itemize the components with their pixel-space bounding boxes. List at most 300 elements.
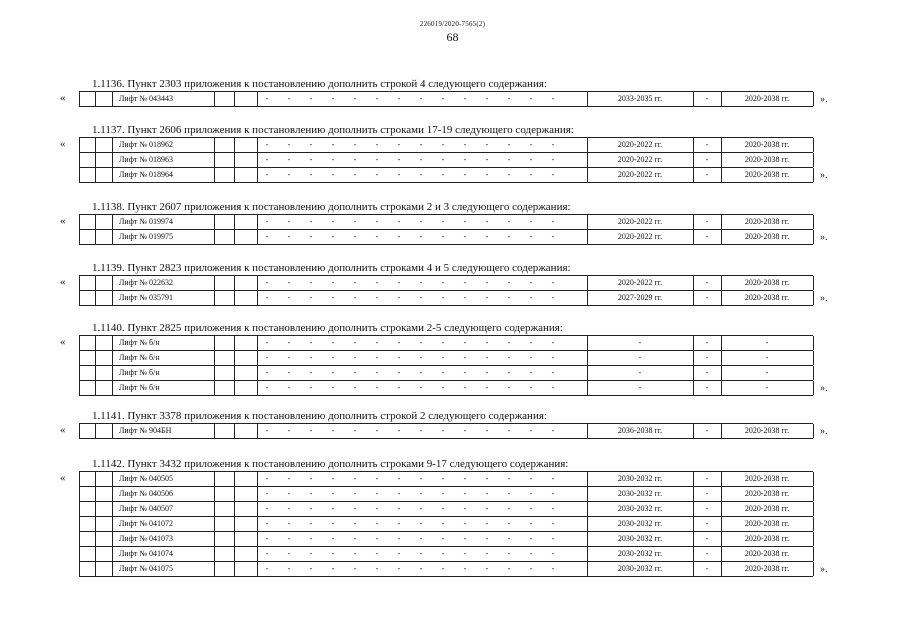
period-cell: - (638, 383, 642, 392)
dash-cell: - (375, 426, 379, 435)
dash-cell: - (265, 278, 269, 287)
column-divider (257, 138, 258, 152)
dash-cell: - (375, 94, 379, 103)
dash-cell: - (507, 474, 511, 483)
dash-cell: - (441, 94, 445, 103)
lift-name: Лифт № 043443 (119, 94, 174, 103)
column-divider (214, 366, 215, 380)
period-cell: 2030-2032 гг. (617, 519, 663, 528)
range-cell: 2020-2038 гг. (744, 293, 790, 302)
column-divider (257, 424, 258, 438)
dash-cell: - (265, 293, 269, 302)
dash-cell: - (287, 140, 291, 149)
dash-cell: - (419, 489, 423, 498)
column-divider (79, 366, 80, 380)
column-divider (813, 487, 814, 501)
lift-name: Лифт № 040507 (119, 504, 174, 513)
dash-cell: - (441, 474, 445, 483)
dash-cell: - (507, 519, 511, 528)
column-divider (813, 92, 814, 106)
column-divider (234, 517, 235, 531)
table-row (79, 152, 813, 167)
period-cell: 2030-2032 гг. (617, 489, 663, 498)
dash-cell: - (419, 232, 423, 241)
period-cell: 2020-2022 гг. (617, 278, 663, 287)
dash-cell: - (529, 94, 533, 103)
dash-cell: - (485, 564, 489, 573)
dash-cell: - (419, 338, 423, 347)
dash-cell: - (507, 217, 511, 226)
dash-cell: - (397, 489, 401, 498)
dash-cell: - (529, 383, 533, 392)
dash-cell: - (441, 353, 445, 362)
dash-cell: - (287, 549, 291, 558)
dash-cell: - (265, 232, 269, 241)
dash-cell: - (529, 368, 533, 377)
mid-cell: - (705, 519, 709, 528)
dash-cell: - (463, 155, 467, 164)
lift-table (79, 214, 813, 245)
dash-cell: - (353, 232, 357, 241)
column-divider (257, 351, 258, 365)
dash-cell: - (529, 353, 533, 362)
close-quote: ». (820, 94, 828, 105)
dash-cell: - (265, 474, 269, 483)
column-divider (95, 562, 96, 576)
range-cell: 2020-2038 гг. (744, 549, 790, 558)
dash-cell: - (353, 170, 357, 179)
dash-cell: - (309, 278, 313, 287)
table-row (79, 167, 813, 183)
period-cell: 2030-2032 гг. (617, 564, 663, 573)
table-row (79, 290, 813, 306)
range-cell: - (765, 338, 769, 347)
dash-cell: - (551, 564, 555, 573)
column-divider (112, 562, 113, 576)
period-cell: 2020-2022 гг. (617, 217, 663, 226)
dash-cell: - (331, 170, 335, 179)
column-divider (813, 562, 814, 576)
dash-cell: - (463, 217, 467, 226)
dash-cell: - (331, 368, 335, 377)
section-heading: 1.1140. Пункт 2825 приложения к постановлению дополнить строками 2-5 следующего содержания: (92, 322, 563, 334)
column-divider (214, 532, 215, 546)
column-divider (95, 502, 96, 516)
column-divider (234, 547, 235, 561)
column-divider (234, 215, 235, 229)
dash-cell: - (485, 217, 489, 226)
dash-cell: - (331, 94, 335, 103)
column-divider (234, 92, 235, 106)
dash-cell: - (551, 338, 555, 347)
dash-cell: - (419, 534, 423, 543)
period-cell: 2030-2032 гг. (617, 474, 663, 483)
dash-cell: - (507, 368, 511, 377)
dash-cell: - (529, 293, 533, 302)
dash-cell: - (353, 426, 357, 435)
close-quote: ». (820, 232, 828, 243)
column-divider (257, 153, 258, 167)
column-divider (234, 562, 235, 576)
dash-cell: - (287, 489, 291, 498)
dash-cell: - (485, 293, 489, 302)
dash-cell: - (287, 232, 291, 241)
close-quote: ». (820, 426, 828, 437)
dash-cell: - (309, 217, 313, 226)
dash-cell: - (529, 278, 533, 287)
dash-cell: - (463, 338, 467, 347)
column-divider (95, 547, 96, 561)
column-divider (79, 562, 80, 576)
table-row (79, 486, 813, 501)
range-cell: 2020-2038 гг. (744, 519, 790, 528)
dash-cell: - (507, 232, 511, 241)
lift-table (79, 137, 813, 183)
column-divider (112, 502, 113, 516)
dash-cell: - (287, 217, 291, 226)
table-row (79, 335, 813, 350)
column-divider (112, 276, 113, 290)
dash-cell: - (507, 489, 511, 498)
dash-cell: - (265, 383, 269, 392)
dash-cell: - (309, 170, 313, 179)
dash-cell: - (485, 489, 489, 498)
column-divider (257, 502, 258, 516)
column-divider (234, 351, 235, 365)
mid-cell: - (705, 170, 709, 179)
dash-cell: - (331, 353, 335, 362)
dash-cell: - (353, 140, 357, 149)
dash-cell: - (397, 170, 401, 179)
table-row (79, 546, 813, 561)
dash-cell: - (551, 368, 555, 377)
dash-cell: - (265, 489, 269, 498)
dash-cell: - (507, 549, 511, 558)
dash-cell: - (441, 426, 445, 435)
mid-cell: - (705, 293, 709, 302)
dash-cell: - (309, 94, 313, 103)
dash-cell: - (441, 155, 445, 164)
section-heading: 1.1137. Пункт 2606 приложения к постановлению дополнить строками 17-19 следующего содержания: (92, 124, 574, 136)
column-divider (112, 215, 113, 229)
dash-cell: - (287, 504, 291, 513)
column-divider (95, 366, 96, 380)
column-divider (813, 168, 814, 182)
dash-cell: - (485, 232, 489, 241)
section-heading: 1.1136. Пункт 2303 приложения к постановлению дополнить строкой 4 следующего содержания: (92, 78, 547, 90)
table-row (79, 91, 813, 107)
table-row (79, 229, 813, 245)
column-divider (257, 276, 258, 290)
dash-cell: - (441, 338, 445, 347)
dash-cell: - (287, 94, 291, 103)
lift-name: Лифт № 022632 (119, 278, 174, 287)
column-divider (214, 153, 215, 167)
open-quote: « (60, 336, 66, 348)
dash-cell: - (331, 383, 335, 392)
mid-cell: - (705, 474, 709, 483)
dash-cell: - (529, 338, 533, 347)
column-divider (95, 138, 96, 152)
dash-cell: - (507, 155, 511, 164)
dash-cell: - (353, 549, 357, 558)
table-row (79, 561, 813, 577)
dash-cell: - (551, 474, 555, 483)
column-divider (79, 532, 80, 546)
column-divider (112, 336, 113, 350)
dash-cell: - (551, 383, 555, 392)
dash-cell: - (397, 383, 401, 392)
dash-cell: - (287, 155, 291, 164)
dash-cell: - (309, 368, 313, 377)
table-row (79, 501, 813, 516)
table-row (79, 365, 813, 380)
dash-cell: - (551, 217, 555, 226)
mid-cell: - (705, 217, 709, 226)
dash-cell: - (463, 474, 467, 483)
column-divider (79, 487, 80, 501)
dash-cell: - (485, 353, 489, 362)
dash-cell: - (507, 170, 511, 179)
dash-cell: - (507, 426, 511, 435)
column-divider (234, 532, 235, 546)
dash-cell: - (463, 278, 467, 287)
dash-cell: - (397, 534, 401, 543)
column-divider (95, 381, 96, 395)
dash-cell: - (419, 549, 423, 558)
dash-cell: - (287, 474, 291, 483)
dash-cell: - (397, 94, 401, 103)
column-divider (214, 472, 215, 486)
dash-cell: - (485, 140, 489, 149)
dash-cell: - (419, 94, 423, 103)
dash-cell: - (287, 278, 291, 287)
dash-cell: - (375, 368, 379, 377)
column-divider (214, 215, 215, 229)
dash-cell: - (353, 489, 357, 498)
dash-cell: - (375, 217, 379, 226)
lift-name: Лифт № б/н (119, 383, 160, 392)
column-divider (813, 230, 814, 244)
table-row (79, 516, 813, 531)
dash-cell: - (397, 353, 401, 362)
column-divider (214, 92, 215, 106)
column-divider (234, 168, 235, 182)
lift-name: Лифт № 041072 (119, 519, 174, 528)
mid-cell: - (705, 338, 709, 347)
dash-cell: - (507, 140, 511, 149)
document-reference: 226019/2020-7565(2) (419, 20, 486, 28)
column-divider (95, 230, 96, 244)
column-divider (813, 276, 814, 290)
column-divider (234, 336, 235, 350)
table-row (79, 423, 813, 439)
dash-cell: - (419, 504, 423, 513)
dash-cell: - (419, 368, 423, 377)
dash-cell: - (287, 564, 291, 573)
lift-name: Лифт № 041075 (119, 564, 174, 573)
dash-cell: - (463, 94, 467, 103)
dash-cell: - (375, 155, 379, 164)
dash-cell: - (419, 353, 423, 362)
column-divider (112, 153, 113, 167)
lift-name: Лифт № 019975 (119, 232, 174, 241)
dash-cell: - (265, 170, 269, 179)
dash-cell: - (441, 489, 445, 498)
dash-cell: - (397, 474, 401, 483)
dash-cell: - (463, 293, 467, 302)
dash-cell: - (265, 217, 269, 226)
column-divider (234, 487, 235, 501)
mid-cell: - (705, 564, 709, 573)
column-divider (257, 562, 258, 576)
range-cell: - (765, 353, 769, 362)
dash-cell: - (287, 338, 291, 347)
column-divider (813, 351, 814, 365)
dash-cell: - (441, 504, 445, 513)
dash-cell: - (265, 534, 269, 543)
column-divider (813, 336, 814, 350)
dash-cell: - (463, 232, 467, 241)
dash-cell: - (353, 474, 357, 483)
column-divider (214, 547, 215, 561)
range-cell: 2020-2038 гг. (744, 474, 790, 483)
close-quote: ». (820, 170, 828, 181)
dash-cell: - (287, 383, 291, 392)
section-heading: 1.1138. Пункт 2607 приложения к постановлению дополнить строками 2 и 3 следующего содержания: (92, 201, 571, 213)
dash-cell: - (397, 155, 401, 164)
open-quote: « (60, 92, 66, 104)
dash-cell: - (441, 293, 445, 302)
period-cell: 2030-2032 гг. (617, 549, 663, 558)
column-divider (112, 532, 113, 546)
dash-cell: - (265, 94, 269, 103)
dash-cell: - (309, 489, 313, 498)
dash-cell: - (485, 94, 489, 103)
dash-cell: - (265, 426, 269, 435)
dash-cell: - (375, 504, 379, 513)
column-divider (79, 502, 80, 516)
dash-cell: - (463, 504, 467, 513)
dash-cell: - (463, 170, 467, 179)
range-cell: 2020-2038 гг. (744, 504, 790, 513)
dash-cell: - (309, 549, 313, 558)
lift-table (79, 91, 813, 107)
dash-cell: - (397, 564, 401, 573)
column-divider (234, 381, 235, 395)
column-divider (95, 92, 96, 106)
dash-cell: - (375, 489, 379, 498)
range-cell: - (765, 383, 769, 392)
table-row (79, 214, 813, 229)
dash-cell: - (507, 353, 511, 362)
dash-cell: - (419, 426, 423, 435)
mid-cell: - (705, 368, 709, 377)
range-cell: 2020-2038 гг. (744, 217, 790, 226)
column-divider (79, 517, 80, 531)
dash-cell: - (397, 338, 401, 347)
period-cell: 2033-2035 гг. (617, 94, 663, 103)
column-divider (257, 168, 258, 182)
range-cell: 2020-2038 гг. (744, 426, 790, 435)
dash-cell: - (265, 353, 269, 362)
dash-cell: - (397, 278, 401, 287)
mid-cell: - (705, 155, 709, 164)
dash-cell: - (485, 549, 489, 558)
column-divider (95, 336, 96, 350)
dash-cell: - (397, 368, 401, 377)
dash-cell: - (419, 155, 423, 164)
dash-cell: - (353, 293, 357, 302)
period-cell: 2030-2032 гг. (617, 504, 663, 513)
column-divider (79, 276, 80, 290)
dash-cell: - (287, 426, 291, 435)
dash-cell: - (331, 549, 335, 558)
dash-cell: - (265, 504, 269, 513)
column-divider (214, 291, 215, 305)
close-quote: ». (820, 564, 828, 575)
dash-cell: - (397, 519, 401, 528)
range-cell: 2020-2038 гг. (744, 489, 790, 498)
column-divider (112, 92, 113, 106)
dash-cell: - (265, 549, 269, 558)
dash-cell: - (309, 140, 313, 149)
column-divider (813, 472, 814, 486)
page-number: 68 (446, 30, 459, 44)
mid-cell: - (705, 353, 709, 362)
dash-cell: - (309, 353, 313, 362)
column-divider (214, 230, 215, 244)
range-cell: 2020-2038 гг. (744, 232, 790, 241)
column-divider (257, 366, 258, 380)
dash-cell: - (463, 353, 467, 362)
dash-cell: - (419, 519, 423, 528)
dash-cell: - (551, 170, 555, 179)
period-cell: 2020-2022 гг. (617, 232, 663, 241)
column-divider (214, 138, 215, 152)
column-divider (79, 424, 80, 438)
column-divider (257, 532, 258, 546)
mid-cell: - (705, 549, 709, 558)
column-divider (257, 547, 258, 561)
period-cell: 2020-2022 гг. (617, 170, 663, 179)
dash-cell: - (529, 489, 533, 498)
dash-cell: - (463, 383, 467, 392)
column-divider (79, 547, 80, 561)
dash-cell: - (529, 549, 533, 558)
column-divider (214, 276, 215, 290)
dash-cell: - (375, 353, 379, 362)
dash-cell: - (331, 140, 335, 149)
dash-cell: - (331, 278, 335, 287)
dash-cell: - (331, 564, 335, 573)
dash-cell: - (551, 155, 555, 164)
dash-cell: - (441, 368, 445, 377)
dash-cell: - (375, 338, 379, 347)
dash-cell: - (375, 140, 379, 149)
dash-cell: - (463, 489, 467, 498)
dash-cell: - (419, 140, 423, 149)
dash-cell: - (485, 383, 489, 392)
dash-cell: - (419, 170, 423, 179)
period-cell: 2030-2032 гг. (617, 534, 663, 543)
column-divider (813, 366, 814, 380)
dash-cell: - (441, 519, 445, 528)
column-divider (79, 138, 80, 152)
dash-cell: - (463, 140, 467, 149)
lift-name: Лифт № 019974 (119, 217, 174, 226)
dash-cell: - (287, 368, 291, 377)
